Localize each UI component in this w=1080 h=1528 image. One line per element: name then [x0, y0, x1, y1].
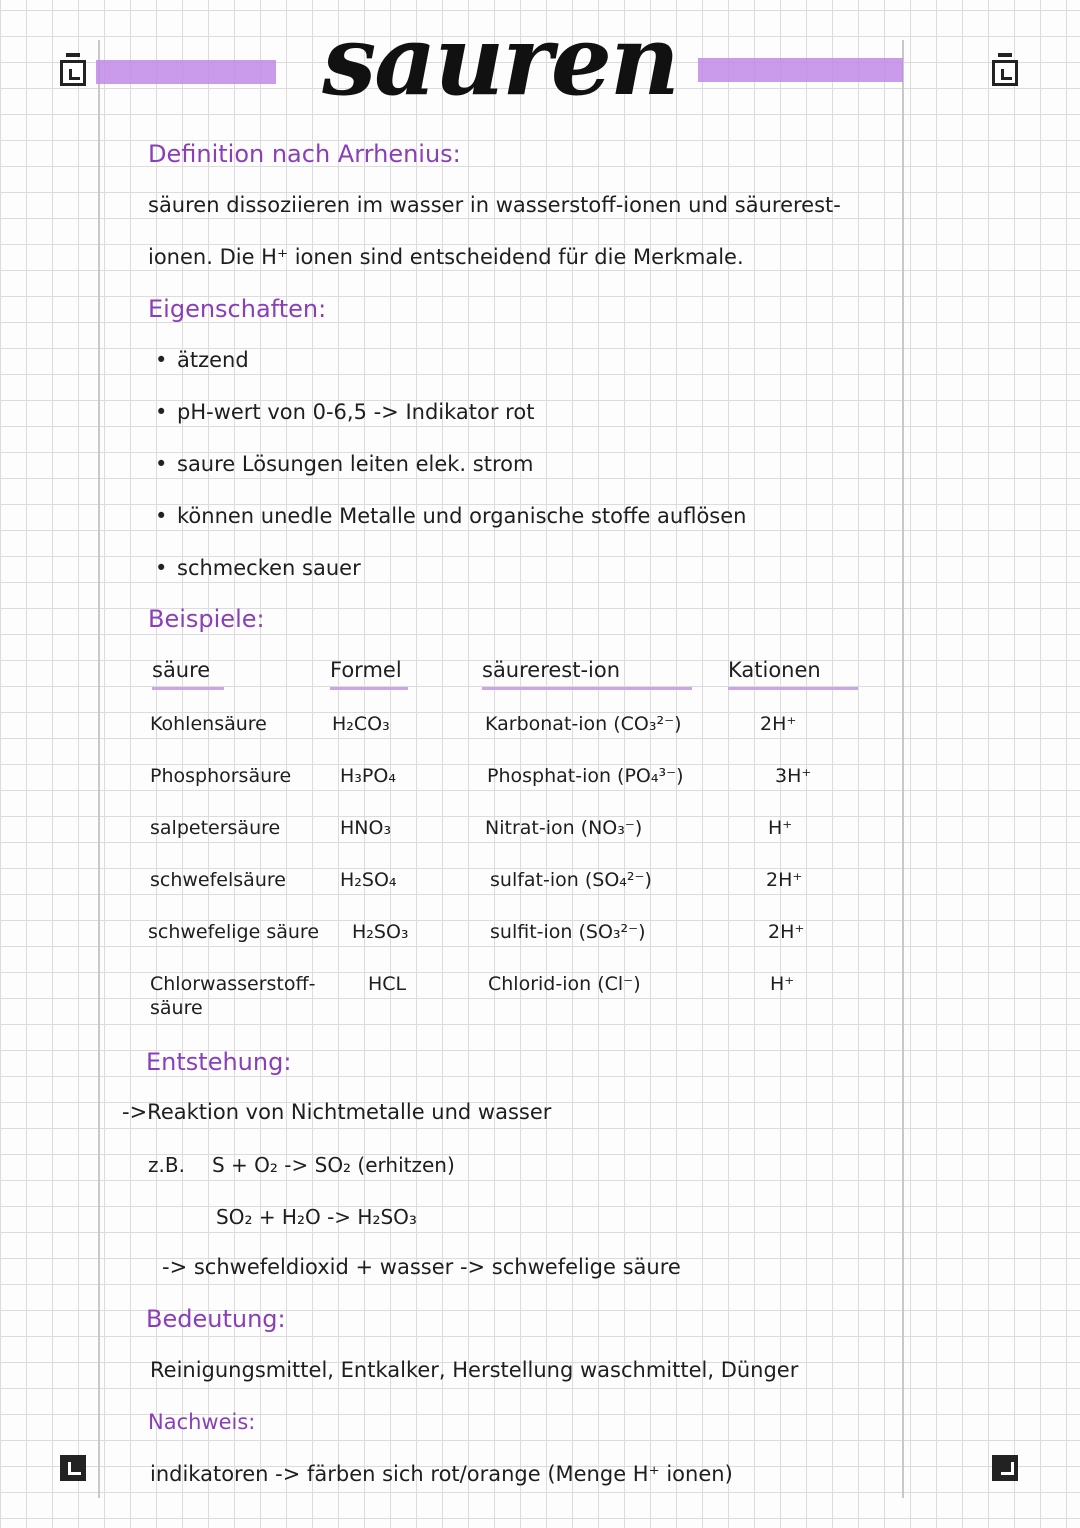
table-cell-formula: H₂SO₄ [340, 869, 397, 891]
significance-text: Reinigungsmittel, Entkalker, Herstellung waschmittel, Dünger [150, 1358, 799, 1382]
property-item: • pH-wert von 0-6,5 -> Indikator rot [155, 400, 534, 424]
page-corner-icon-bottom-left [60, 1455, 86, 1481]
property-item: • saure Lösungen leiten elek. strom [155, 452, 533, 476]
table-cell-acid: Kohlensäure [150, 713, 267, 735]
table-cell-cation: H⁺ [770, 973, 795, 995]
right-margin-line [902, 40, 904, 1498]
table-header-formula: Formel [330, 658, 408, 690]
table-cell-ion: sulfat-ion (SO₄²⁻) [490, 869, 652, 891]
table-cell-ion: Chlorid-ion (Cl⁻) [488, 973, 641, 995]
formation-heading: Entstehung: [146, 1048, 292, 1076]
formation-word-equation: -> schwefeldioxid + wasser -> schwefelige säure [162, 1255, 681, 1279]
table-cell-ion: Nitrat-ion (NO₃⁻) [485, 817, 643, 839]
page-corner-icon-top-right [992, 60, 1018, 86]
formation-line: ->Reaktion von Nichtmetalle und wasser [122, 1100, 552, 1124]
page-corner-icon-top-left [60, 60, 86, 86]
table-cell-cation: H⁺ [768, 817, 793, 839]
page-title: sauren [322, 4, 678, 117]
table-cell-acid: salpetersäure [150, 817, 281, 839]
examples-heading: Beispiele: [148, 605, 265, 633]
table-header-acid: säure [152, 658, 224, 690]
table-cell-acid: schwefelige säure [148, 921, 320, 943]
table-cell-cation: 2H⁺ [760, 713, 797, 735]
table-cell-ion: Karbonat-ion (CO₃²⁻) [485, 713, 682, 735]
title-highlight-left [96, 60, 276, 84]
page-corner-icon-bottom-right [992, 1455, 1018, 1481]
table-cell-acid: schwefelsäure [150, 869, 286, 891]
title-highlight-right [698, 58, 903, 82]
equation-2: SO₂ + H₂O -> H₂SO₃ [216, 1205, 417, 1229]
properties-heading: Eigenschaften: [148, 295, 327, 323]
table-cell-cation: 2H⁺ [768, 921, 805, 943]
table-header-ion: säurerest-ion [482, 658, 692, 690]
detection-text: indikatoren -> färben sich rot/orange (Menge H⁺ ionen) [150, 1462, 733, 1486]
table-cell-formula: HNO₃ [340, 817, 392, 839]
table-cell-acid: Chlorwasserstoff- säure [150, 973, 316, 1019]
table-cell-formula: H₂CO₃ [332, 713, 390, 735]
table-header-cation: Kationen [728, 658, 858, 690]
table-cell-formula: HCL [368, 973, 407, 995]
table-cell-ion: Phosphat-ion (PO₄³⁻) [487, 765, 684, 787]
property-item: • schmecken sauer [155, 556, 361, 580]
table-cell-ion: sulfit-ion (SO₃²⁻) [490, 921, 646, 943]
property-item: • können unedle Metalle und organische stoffe auflösen [155, 504, 746, 528]
equation-1: S + O₂ -> SO₂ (erhitzen) [212, 1153, 455, 1177]
table-cell-cation: 3H⁺ [775, 765, 812, 787]
table-cell-formula: H₂SO₃ [352, 921, 409, 943]
significance-heading: Bedeutung: [146, 1305, 286, 1333]
equation-prefix: z.B. [148, 1153, 185, 1177]
table-cell-cation: 2H⁺ [766, 869, 803, 891]
property-item: • ätzend [155, 348, 249, 372]
left-margin-line [98, 40, 100, 1498]
table-cell-formula: H₃PO₄ [340, 765, 396, 787]
definition-line-2: ionen. Die H⁺ ionen sind entscheidend für die Merkmale. [148, 245, 744, 269]
definition-heading: Definition nach Arrhenius: [148, 140, 461, 168]
table-cell-acid: Phosphorsäure [150, 765, 292, 787]
definition-line-1: säuren dissoziieren im wasser in wasserstoff-ionen und säurerest- [148, 193, 841, 217]
detection-heading: Nachweis: [148, 1410, 256, 1434]
